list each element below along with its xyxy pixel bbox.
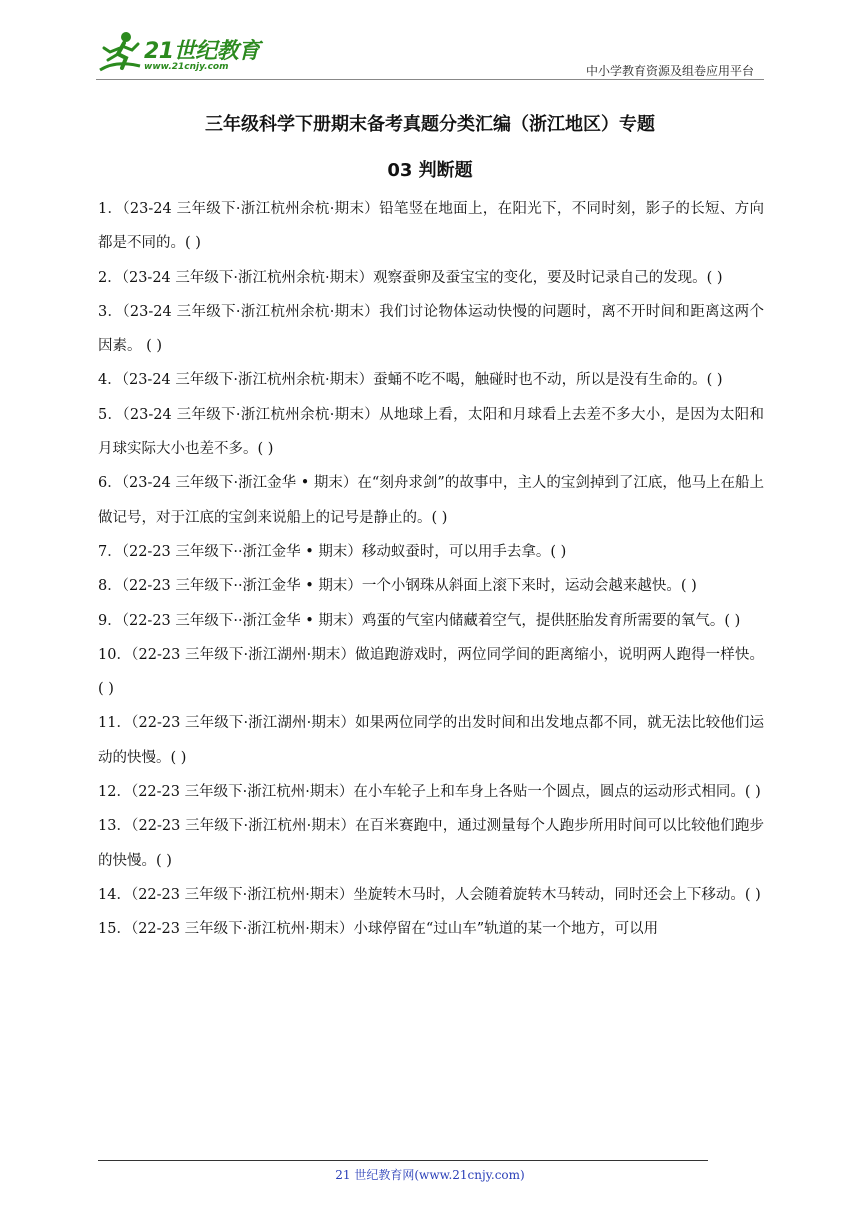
question-item [98, 706, 764, 775]
logo-url: www.21cnjy.com [144, 62, 229, 72]
runner-logo-icon [96, 30, 144, 76]
question-number: 11． [98, 715, 132, 732]
question-number: 14． [98, 886, 131, 903]
question-item [98, 638, 764, 707]
question-item [98, 569, 764, 603]
question-number: 10． [98, 646, 132, 663]
question-item [98, 398, 764, 467]
question-item [98, 912, 764, 946]
question-number: 5． [98, 406, 123, 423]
question-text: （22-23 三年级下··浙江金华 • 期末）移动蚁蚕时，可以用手去拿。( ) [121, 543, 567, 560]
question-text: （22-23 三年级下·浙江湖州·期末）做追跑游戏时，两位同学间的距离缩小，说明两人跑得一样快。( ) [98, 646, 765, 698]
question-list [98, 192, 764, 947]
question-text: （23-24 三年级下·浙江杭州余杭·期末）从地球上看，太阳和月球看上去差不多大小，是因为太阳和月球实际大小也差不多。( ) [98, 406, 764, 458]
site-logo[interactable] [96, 30, 266, 78]
question-number: 4． [98, 372, 122, 389]
question-item [98, 535, 764, 569]
question-text: （22-23 三年级下·浙江杭州·期末）在百米赛跑中，通过测量每个人跑步所用时间可以比较他们跑步的快慢。( ) [98, 818, 765, 869]
question-text: （22-23 三年级下··浙江金华 • 期末）鸡蛋的气室内储藏着空气，提供胚胎发育所需要的氧气。( ) [121, 612, 741, 629]
section-title: 03 判断题 [387, 160, 473, 181]
question-number: 1． [98, 201, 123, 217]
question-item [98, 192, 764, 261]
question-text: （23-24 三年级下·浙江金华 • 期末）在“刻舟求剑”的故事中，主人的宝剑掉到了江底，他马上在船上做记号，对于江底的宝剑来说船上的记号是静止的。( ) [98, 475, 764, 526]
question-item [98, 809, 764, 878]
question-number: 8． [98, 578, 122, 595]
question-number: 13． [98, 818, 132, 835]
question-text: （23-24 三年级下·浙江杭州余杭·期末）铅笔竖在地面上，在阳光下，不同时刻，影子的长短、方向都是不同的。( ) [98, 201, 764, 252]
question-number: 7． [98, 543, 122, 560]
question-text: （23-24 三年级下·浙江杭州余杭·期末）观察蚕卵及蚕宝宝的变化，要及时记录自己的发现。( ) [121, 269, 723, 286]
question-text: （22-23 三年级下··浙江金华 • 期末）一个小钢珠从斜面上滚下来时，运动会越来越快。( ) [121, 578, 697, 595]
question-number: 12． [98, 784, 131, 801]
question-item [98, 261, 764, 295]
logo-text: 21世纪教育 [144, 39, 260, 64]
question-item [98, 363, 764, 397]
question-item [98, 878, 764, 912]
question-item [98, 295, 764, 364]
document-title: 三年级科学下册期末备考真题分类汇编（浙江地区）专题 [205, 114, 655, 135]
footer-divider [98, 1160, 708, 1161]
question-number: 6． [98, 475, 122, 492]
question-number: 3． [98, 303, 123, 320]
question-text: （22-23 三年级下·浙江杭州·期末）在小车轮子上和车身上各贴一个圆点，圆点的运动形式相同。( ) [130, 784, 761, 801]
question-text: （22-23 三年级下·浙江杭州·期末）小球停留在“过山车”轨道的某一个地方，可以用 [130, 921, 659, 938]
question-text: （22-23 三年级下·浙江杭州·期末）坐旋转木马时，人会随着旋转木马转动，同时还会上下移动。( ) [130, 886, 761, 903]
page-header [96, 30, 764, 80]
question-text: （23-24 三年级下·浙江杭州余杭·期末）我们讨论物体运动快慢的问题时，离不开时间和距离这两个因素。 ( ) [98, 303, 764, 355]
question-number: 15． [98, 921, 131, 938]
header-divider [96, 79, 764, 80]
platform-name: 中小学教育资源及组卷应用平台 [585, 64, 754, 78]
question-item [98, 466, 764, 535]
question-number: 9． [98, 612, 122, 629]
question-item [98, 775, 764, 809]
question-text: （22-23 三年级下·浙江湖州·期末）如果两位同学的出发时间和出发地点都不同，就无法比较他们运动的快慢。( ) [98, 715, 765, 766]
question-text: （23-24 三年级下·浙江杭州余杭·期末）蚕蛹不吃不喝，触碰时也不动，所以是没有生命的。( ) [121, 372, 723, 389]
question-item [98, 604, 764, 638]
question-number: 2． [98, 269, 122, 286]
footer-text[interactable]: 21 世纪教育网(www.21cnjy.com) [335, 1168, 525, 1182]
